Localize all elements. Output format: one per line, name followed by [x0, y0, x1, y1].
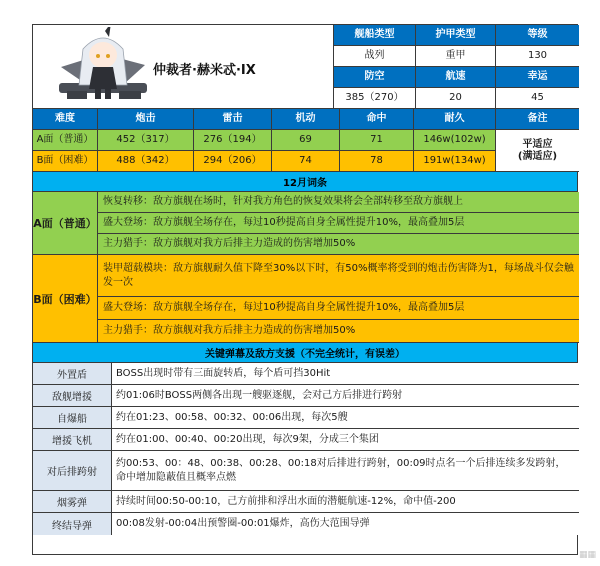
- value-anti-air: 385（270）: [334, 88, 416, 109]
- boss-key: 自爆船: [33, 407, 112, 429]
- stats-header-accuracy: 命中: [340, 109, 414, 130]
- info-sheet: [32, 24, 578, 555]
- affix-a-line: 恢复转移：敌方旗舰在场时，针对我方角色的恢复效果将会全部转移至敌方旗舰上: [98, 192, 579, 213]
- stats-a-hp: 146w(102w): [414, 130, 496, 151]
- watermark-logo: ▦▦: [578, 550, 596, 560]
- character-chibi-icon: [53, 27, 153, 105]
- stats-b-evasion: 74: [272, 151, 340, 172]
- boss-value: 约00:53、00：48、00:38、00:28、00:18对后排进行跨射，00:09时点名一个后排连续多发跨射，命中增加隐蔽值且概率点燃: [112, 451, 579, 491]
- affix-title: 12月词条: [33, 172, 577, 192]
- header-luck: 幸运: [496, 67, 579, 88]
- character-portrait: [33, 25, 334, 109]
- boss-title: 关键弹幕及敌方支援（不完全统计，有误差）: [33, 343, 577, 363]
- stats-header-hp: 耐久: [414, 109, 496, 130]
- value-luck: 45: [496, 88, 579, 109]
- stats-header-difficulty: 难度: [33, 109, 98, 130]
- boss-key: 增援飞机: [33, 429, 112, 451]
- stats-note: 平适应 (满适应): [496, 130, 579, 172]
- affix-b-line: 主力猎手：敌方旗舰对我方后排主力造成的伤害增加50%: [98, 320, 579, 343]
- ship-header: [33, 25, 577, 109]
- boss-key: 烟雾弹: [33, 491, 112, 513]
- header-ship-type: 舰船类型: [334, 25, 416, 46]
- boss-value: 持续时间00:50-00:10，己方前排和浮出水面的潜艇航速-12%，命中值-200: [112, 491, 579, 513]
- boss-table: [33, 363, 577, 535]
- value-speed: 20: [416, 88, 496, 109]
- value-ship-type: 战列: [334, 46, 416, 67]
- boss-key: 敌舰增援: [33, 385, 112, 407]
- boss-value: 约在01:23、00:58、00:32、00:06出现，每次5艘: [112, 407, 579, 429]
- boss-key: 对后排跨射: [33, 451, 112, 491]
- header-speed: 航速: [416, 67, 496, 88]
- affix-a: [33, 192, 577, 255]
- boss-key: 外置盾: [33, 363, 112, 385]
- stats-a-accuracy: 71: [340, 130, 414, 151]
- affix-b-line: 盛大登场：敌方旗舰全场存在，每过10秒提高自身全属性提升10%，最高叠加5层: [98, 297, 579, 320]
- stats-header-firepower: 炮击: [98, 109, 194, 130]
- stats-table: [33, 109, 577, 172]
- boss-value: 约01:06时BOSS两侧各出现一艘驱逐舰，会对己方后排进行跨射: [112, 385, 579, 407]
- stats-header-note: 备注: [496, 109, 579, 130]
- stats-b-torpedo: 294（206）: [194, 151, 272, 172]
- boss-value: BOSS出现时带有三面旋转盾，每个盾可挡30Hit: [112, 363, 579, 385]
- stats-header-evasion: 机动: [272, 109, 340, 130]
- affix-a-line: 盛大登场：敌方旗舰全场存在，每过10秒提高自身全属性提升10%，最高叠加5层: [98, 213, 579, 234]
- stats-header-torpedo: 雷击: [194, 109, 272, 130]
- stats-b-label: B面（困难）: [33, 151, 98, 172]
- header-anti-air: 防空: [334, 67, 416, 88]
- affix-a-line: 主力猎手：敌方旗舰对我方后排主力造成的伤害增加50%: [98, 234, 579, 255]
- character-name: 仲裁者·赫米忒·IX: [153, 63, 256, 78]
- stats-a-label: A面（普通）: [33, 130, 98, 151]
- affix-b-line: 装甲超载模块：敌方旗舰耐久值下降至30%以下时，有50%概率将受到的炮击伤害降为1，每场战斗仅会触发一次: [98, 255, 579, 297]
- stats-b-hp: 191w(134w): [414, 151, 496, 172]
- header-armor-type: 护甲类型: [416, 25, 496, 46]
- boss-value: 约在01:00、00:40、00:20出现，每次9架，分成三个集团: [112, 429, 579, 451]
- affix-b: [33, 255, 577, 343]
- boss-key: 终结导弹: [33, 513, 112, 535]
- value-level: 130: [496, 46, 579, 67]
- stats-a-torpedo: 276（194）: [194, 130, 272, 151]
- header-level: 等级: [496, 25, 579, 46]
- stats-b-firepower: 488（342）: [98, 151, 194, 172]
- value-armor-type: 重甲: [416, 46, 496, 67]
- boss-value: 00:08发射-00:04出预警圈-00:01爆炸，高伤大范围导弹: [112, 513, 579, 535]
- affix-b-label: B面（困难）: [33, 255, 98, 343]
- stats-a-evasion: 69: [272, 130, 340, 151]
- stats-a-firepower: 452（317）: [98, 130, 194, 151]
- stats-b-accuracy: 78: [340, 151, 414, 172]
- affix-a-label: A面（普通）: [33, 192, 98, 255]
